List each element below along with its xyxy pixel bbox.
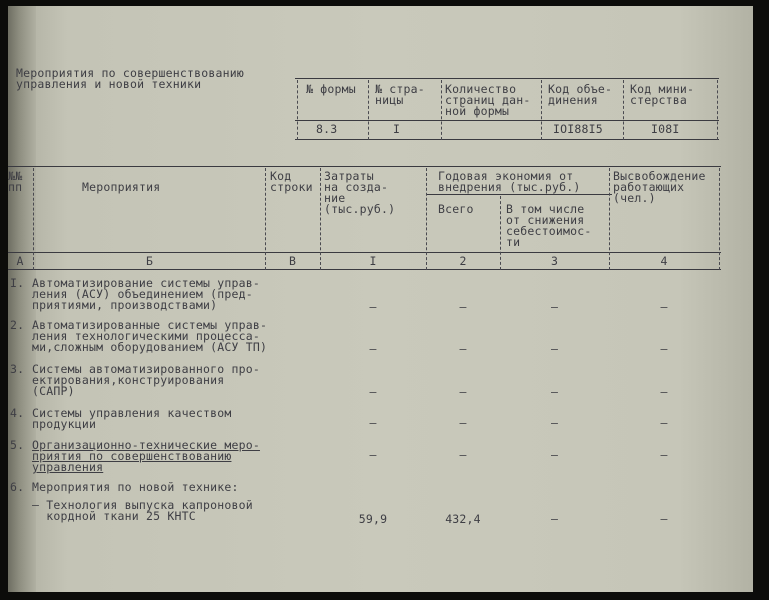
row-workers: –	[660, 416, 668, 430]
row-savings-cost: –	[550, 416, 559, 430]
value-ministry-code: I08I	[651, 122, 680, 136]
col-header-savings: Годовая экономия от внедрения (тыс.руб.)	[438, 169, 581, 194]
header-form-number: № формы	[306, 82, 356, 96]
row-costs: –	[369, 385, 377, 399]
row-text: Системы автоматизированного про- ектирования,конструирования (САПР)	[32, 362, 260, 398]
row-costs: –	[369, 300, 377, 314]
row-savings-total: –	[459, 300, 467, 314]
row-savings-cost: –	[550, 512, 559, 526]
row-workers: –	[660, 385, 668, 399]
row-savings-total: –	[459, 385, 467, 399]
form-sheet	[8, 6, 753, 592]
col-letter-2: 2	[459, 254, 467, 268]
row-number: I.	[10, 276, 25, 290]
row-number: 6.	[10, 480, 25, 494]
row-costs: –	[369, 342, 377, 356]
row-number: 3.	[10, 362, 25, 376]
row-text: Системы управления качеством продукции	[32, 406, 232, 431]
row-savings-total: 432,4	[445, 512, 481, 526]
col-letter-1: I	[369, 254, 377, 268]
col-letter-a: А	[16, 254, 24, 268]
col-header-line-code: Код строки	[270, 169, 313, 194]
row-workers: –	[660, 512, 668, 526]
value-form-number: 8.3	[316, 122, 338, 136]
form-title: Мероприятия по совершенствованию управления и новой техники	[16, 66, 244, 91]
row-costs: 59,9	[358, 512, 388, 526]
row-savings-cost: –	[550, 342, 559, 356]
col-letter-v: В	[288, 254, 297, 268]
header-ministry-code: Код мини- стерства	[630, 82, 695, 107]
row-savings-total: –	[459, 448, 467, 462]
col-header-savings-cost: В том числе от снижения себестоимос- ти	[506, 202, 592, 249]
row-text: Автоматизирование системы управ- ления (АСУ) объединением (пред- приятиями, производствами)	[32, 276, 260, 312]
row-costs: –	[369, 448, 377, 462]
col-letter-b: Б	[145, 254, 154, 268]
col-header-costs: Затраты на созда- ние (тыс.руб.)	[324, 169, 396, 216]
header-page-count: Количество страниц дан- ной формы	[445, 82, 531, 118]
row-number: 5.	[10, 438, 25, 452]
row-savings-cost: –	[550, 385, 559, 399]
row-savings-total: –	[459, 342, 467, 356]
row-workers: –	[660, 300, 668, 314]
row-workers: –	[660, 448, 668, 462]
value-association-code: IOI88I5	[553, 122, 603, 136]
row-number: 2.	[10, 318, 25, 332]
col-letter-4: 4	[660, 254, 668, 268]
col-header-savings-total: Всего	[438, 202, 474, 216]
row-text: Мероприятия по новой технике:	[32, 480, 239, 494]
value-page-number: I	[393, 122, 401, 136]
row-text: – Технология выпуска капроновой кордной ткани 25 КНТС	[32, 498, 253, 523]
col-header-measures: Мероприятия	[82, 180, 161, 194]
header-page-number: № стра- ницы	[375, 82, 425, 107]
col-header-number: №№ пп	[8, 169, 23, 194]
row-savings-cost: –	[550, 448, 559, 462]
header-association-code: Код объе- динения	[548, 82, 613, 107]
row-number: 4.	[10, 406, 25, 420]
row-savings-total: –	[459, 416, 467, 430]
col-header-workers: Высвобождение работающих (чел.)	[613, 169, 706, 205]
row-workers: –	[660, 342, 668, 356]
row-savings-cost: –	[550, 300, 559, 314]
col-letter-3: 3	[550, 254, 559, 268]
row-costs: –	[369, 416, 377, 430]
row-text: Организационно-технические меро- приятия по совершенствованию управления	[32, 438, 260, 474]
row-text: Автоматизированные системы управ- ления технологическими процесса- ми,сложным оборудованием (АСУ ТП)	[32, 318, 268, 354]
